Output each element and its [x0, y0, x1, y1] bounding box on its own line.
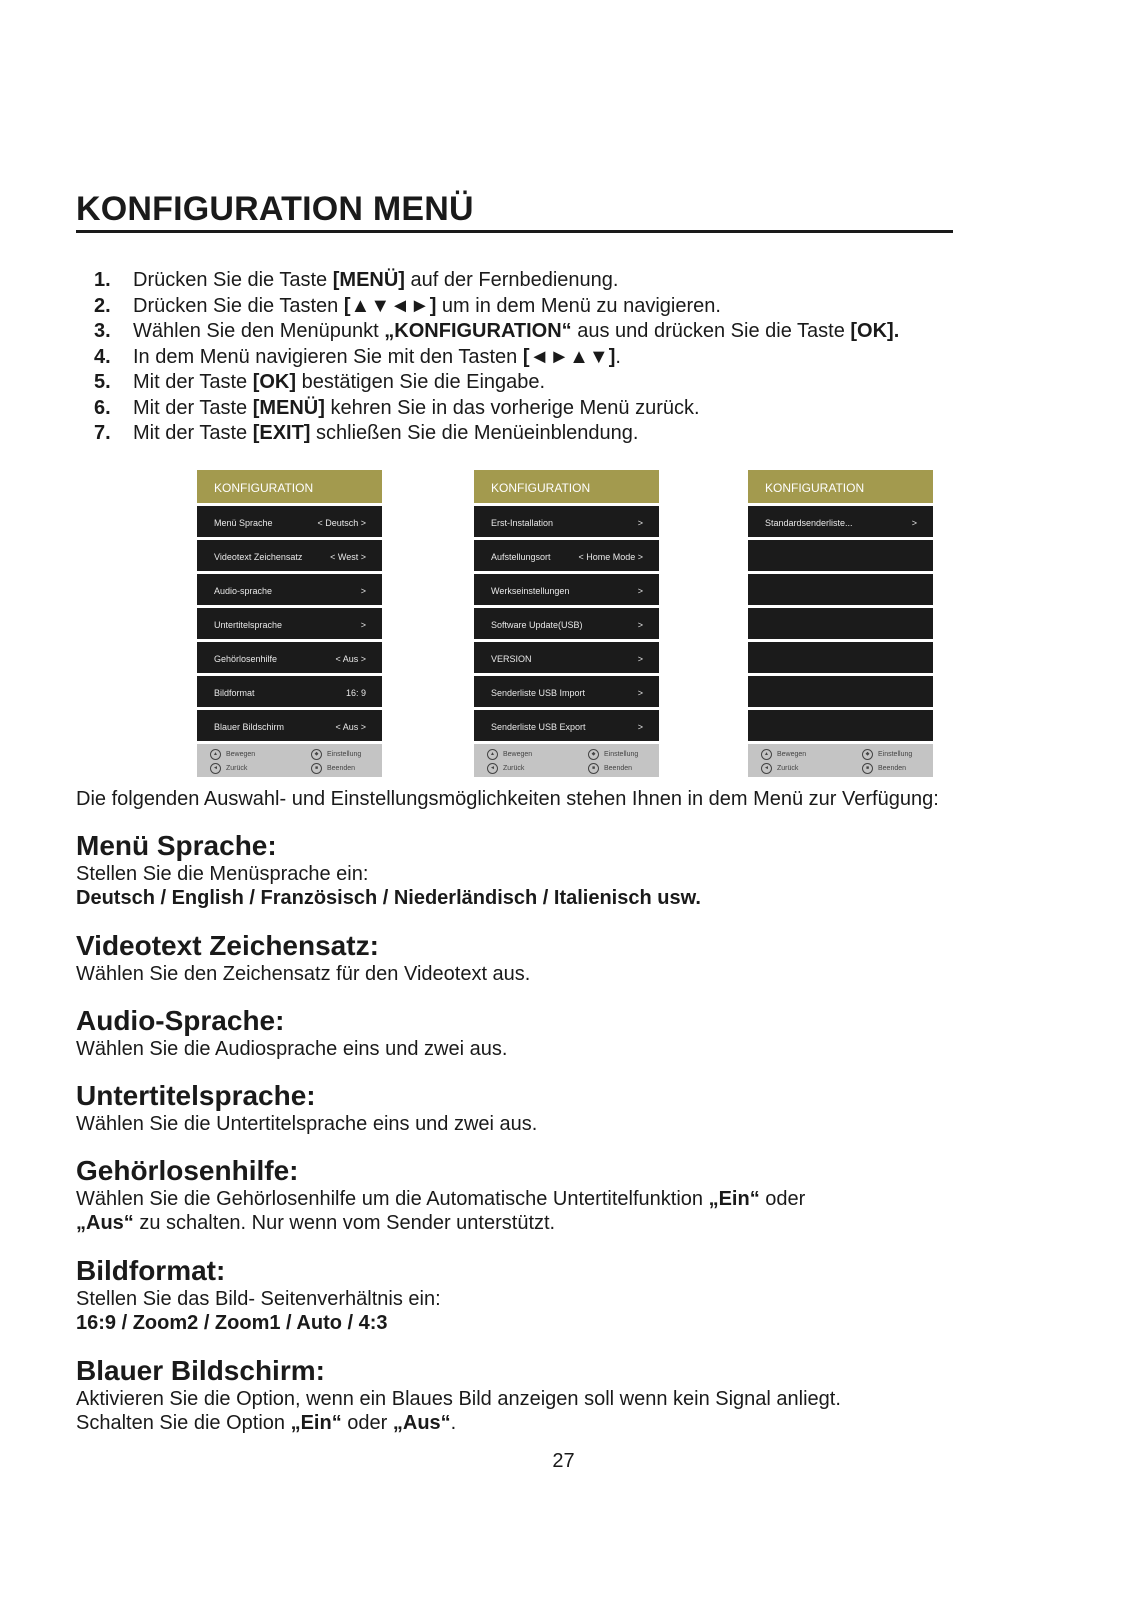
menu-row-label: Senderliste USB Export: [491, 722, 586, 732]
menu-footer: [474, 744, 659, 777]
menu-row: [197, 506, 382, 537]
footer-set: ◆ Einstellung: [862, 749, 912, 760]
menu-row: [748, 710, 933, 741]
menu-row-label: Menü Sprache: [214, 518, 273, 528]
menu-row-value: >: [637, 654, 643, 664]
footer-back: ◄ Zurück: [761, 763, 798, 774]
menu-header: KONFIGURATION: [474, 470, 659, 503]
menu-row-label: Software Update(USB): [491, 620, 583, 630]
section-text: Stellen Sie die Menüsprache ein:: [76, 863, 369, 885]
menu-row-label: Erst-Installation: [491, 518, 554, 528]
menu-row-value: < Deutsch >: [317, 518, 366, 528]
back-icon: ◄: [487, 763, 498, 774]
section-text: Schalten Sie die Option „Ein“ oder „Aus“.: [76, 1412, 457, 1434]
menu-header: KONFIGURATION: [197, 470, 382, 503]
section-heading: Videotext Zeichensatz:: [76, 930, 379, 961]
footer-back: ◄ Zurück: [210, 763, 247, 774]
footer-set: ◆ Einstellung: [588, 749, 638, 760]
menu-row: [197, 608, 382, 639]
step-item: 1. Drücken Sie die Taste [MENÜ] auf der Fernbedienung.: [94, 269, 619, 291]
menu-screen: [197, 470, 382, 775]
menu-row: [474, 710, 659, 741]
menu-row-label: Senderliste USB Import: [491, 688, 586, 698]
menu-row: [197, 676, 382, 707]
menu-row-label: Audio-sprache: [214, 586, 273, 596]
section-text: Wählen Sie die Gehörlosenhilfe um die Automatische Untertitelfunktion „Ein“ oder „Aus“ zu schalten. Nur wenn vom Sender unterstützt.: [76, 1188, 806, 1234]
exit-icon: ■: [311, 763, 322, 774]
menu-screen: [474, 470, 659, 775]
section-heading: Menü Sprache:: [76, 830, 277, 861]
section-text: Wählen Sie die Audiosprache eins und zwei aus.: [76, 1038, 508, 1060]
menu-row-label: VERSION: [491, 654, 532, 664]
section-bildformat: [76, 1255, 1056, 1335]
step-item: 6. Mit der Taste [MENÜ] kehren Sie in das vorherige Menü zurück.: [94, 396, 700, 419]
menu-row-label: Bildformat: [214, 688, 255, 698]
menu-row-value: >: [637, 688, 643, 698]
footer-move: ▲ Bewegen: [761, 749, 806, 760]
menu-row-value: >: [637, 518, 643, 528]
menu-row: [748, 506, 933, 537]
page-number: 27: [552, 1450, 575, 1472]
menu-row: [474, 608, 659, 639]
menu-row: [748, 540, 933, 571]
menu-row: [748, 608, 933, 639]
footer-back: ◄ Zurück: [487, 763, 524, 774]
menu-row-label: Videotext Zeichensatz: [214, 552, 303, 562]
menu-row: [197, 574, 382, 605]
exit-icon: ■: [588, 763, 599, 774]
menu-header: KONFIGURATION: [748, 470, 933, 503]
exit-icon: ■: [862, 763, 873, 774]
menu-row-value: >: [911, 518, 917, 528]
section-text: Wählen Sie die Untertitelsprache eins und zwei aus.: [76, 1113, 538, 1135]
set-icon: ◆: [862, 749, 873, 760]
footer-move: ▲ Bewegen: [210, 749, 255, 760]
section-heading: Bildformat:: [76, 1255, 226, 1286]
menu-row-label: Standardsenderliste...: [765, 518, 853, 528]
menu-row: [748, 574, 933, 605]
footer-exit: ■ Beenden: [311, 763, 355, 774]
menu-row-value: < West >: [330, 552, 366, 562]
back-icon: ◄: [761, 763, 772, 774]
section-heading: Audio-Sprache:: [76, 1005, 285, 1036]
menu-row: [474, 574, 659, 605]
page-title: KONFIGURATION MENÜ: [76, 190, 953, 233]
menu-row-value: < Aus >: [335, 722, 366, 732]
step-item: 7. Mit der Taste [EXIT] schließen Sie die Menüeinblendung.: [94, 422, 639, 444]
menu-row-value: >: [637, 586, 643, 596]
step-item: 5. Mit der Taste [OK] bestätigen Sie die Eingabe.: [94, 371, 546, 393]
section-text: Aktivieren Sie die Option, wenn ein Blaues Bild anzeigen soll wenn kein Signal anliegt.: [76, 1388, 841, 1410]
step-item: 4. In dem Menü navigieren Sie mit den Tasten [◄►▲▼].: [94, 345, 621, 368]
menu-row-value: >: [637, 620, 643, 630]
footer-exit: ■ Beenden: [862, 763, 906, 774]
section-heading: Blauer Bildschirm:: [76, 1355, 325, 1386]
instruction-steps: [94, 268, 899, 447]
menu-row: [197, 710, 382, 741]
footer-set: ◆ Einstellung: [311, 749, 361, 760]
menu-footer: [197, 744, 382, 777]
move-icon: ▲: [210, 749, 221, 760]
section-audio-sprache: [76, 1005, 1056, 1061]
section-options: 16:9 / Zoom2 / Zoom1 / Auto / 4:3: [76, 1312, 388, 1334]
section-menu-sprache: [76, 830, 1056, 910]
footer-exit: ■ Beenden: [588, 763, 632, 774]
menu-row-label: Aufstellungsort: [491, 552, 551, 562]
section-untertitelsprache: [76, 1080, 1056, 1136]
menu-row-value: < Aus >: [335, 654, 366, 664]
section-text: Stellen Sie das Bild- Seitenverhältnis ein:: [76, 1288, 441, 1310]
section-blauer-bildschirm: [76, 1355, 1056, 1435]
menu-row-value: >: [360, 620, 366, 630]
set-icon: ◆: [588, 749, 599, 760]
intro-text: Die folgenden Auswahl- und Einstellungsmöglichkeiten stehen Ihnen in dem Menü zur Verfügung:: [76, 788, 939, 810]
menu-row-value: >: [360, 586, 366, 596]
menu-row: [474, 540, 659, 571]
section-videotext: [76, 930, 1056, 986]
menu-row-label: Werkseinstellungen: [491, 586, 570, 596]
back-icon: ◄: [210, 763, 221, 774]
move-icon: ▲: [487, 749, 498, 760]
section-heading: Gehörlosenhilfe:: [76, 1155, 299, 1186]
menu-row-value: >: [637, 722, 643, 732]
move-icon: ▲: [761, 749, 772, 760]
footer-move: ▲ Bewegen: [487, 749, 532, 760]
menu-footer: [748, 744, 933, 777]
menu-row: [474, 676, 659, 707]
menu-row: [748, 676, 933, 707]
set-icon: ◆: [311, 749, 322, 760]
step-item: 2. Drücken Sie die Tasten [▲▼◄►] um in dem Menü zu navigieren.: [94, 294, 721, 317]
section-text: Wählen Sie den Zeichensatz für den Videotext aus.: [76, 963, 531, 985]
menu-row-label: Blauer Bildschirm: [214, 722, 285, 732]
menu-screen: [748, 470, 933, 775]
step-item: 3. Wählen Sie den Menüpunkt „KONFIGURATION“ aus und drücken Sie die Taste [OK].: [94, 320, 900, 342]
menu-row: [197, 540, 382, 571]
section-heading: Untertitelsprache:: [76, 1080, 316, 1111]
menu-row: [197, 642, 382, 673]
menu-row-value: 16: 9: [345, 688, 366, 698]
menu-row-label: Untertitelsprache: [214, 620, 283, 630]
menu-row-label: Gehörlosenhilfe: [214, 654, 278, 664]
section-options: Deutsch / English / Französisch / Niederländisch / Italienisch usw.: [76, 887, 701, 909]
menu-row-value: < Home Mode >: [578, 552, 643, 562]
menu-row: [748, 642, 933, 673]
menu-row: [474, 642, 659, 673]
section-gehoerlosenhilfe: [76, 1155, 1056, 1235]
menu-row: [474, 506, 659, 537]
menu-screenshots: [0, 470, 1127, 775]
